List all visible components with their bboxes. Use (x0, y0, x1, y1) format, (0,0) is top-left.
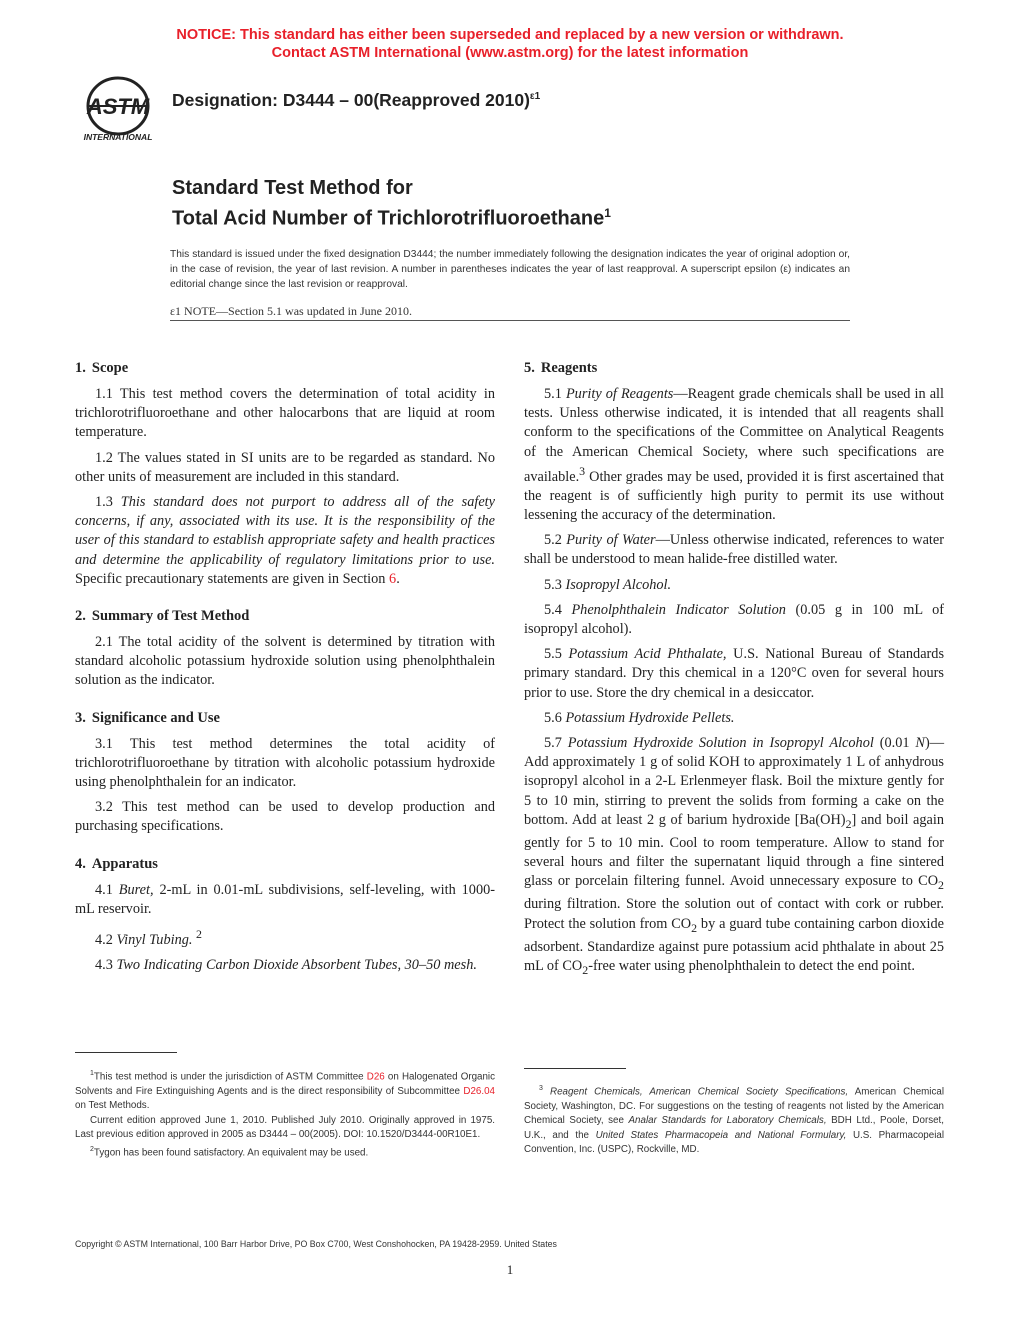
page-number: 1 (506, 1262, 514, 1277)
section-reagents (524, 358, 944, 980)
section-significance (75, 708, 495, 837)
preamble: This standard is issued under the fixed designation D3444; the number immediately following the designation indicates the year of original adoption or, in the case of revision, the year of last revision. A number in parentheses indicates the year of last reapproval. A superscript epsilon (ε) indicates an editorial change since the last revision or reapproval. (170, 249, 850, 290)
section-summary (75, 606, 495, 691)
title-sup: 1 (604, 206, 611, 220)
paragraph: 2.1 The total acidity of the solvent is determined by titration with standard alcoholic potassium hydroxide solution using phenolphthalein solution as the indicator. (75, 634, 495, 689)
notice-line-1: NOTICE: This standard has either been superseded and replaced by a new version or withdrawn. (176, 27, 844, 43)
footnote-divider-left (75, 1052, 177, 1053)
paragraph: 4.3 Two Indicating Carbon Dioxide Absorbent Tubes, 30–50 mesh. (95, 957, 477, 974)
designation-sup: ε1 (529, 91, 541, 103)
designation-text: Designation: D3444 – 00(Reapproved 2010) (172, 90, 530, 110)
footnote-2: $^2$Tygon has been found satisfactory. An equivalent may be used. (90, 1145, 369, 1159)
footnote-3: $^3$ Reagent Chemicals, American Chemical Society Specifications, American Chemical Society, Washington, DC. For suggestions on the testing of reagents not listed by the American Chemical Society, see Analar Standards for Laboratory Chemicals, BDH Ltd., Poole, Dorset, U.K., and the United States Pharmacopeia and National Formulary, U.S. Pharmacopeial Convention, Inc. (USPC), Rockville, MD. (524, 1085, 945, 1156)
paragraph: 5.4 Phenolphthalein Indicator Solution (0.05 g in 100 mL of isopropyl alcohol). (524, 601, 944, 637)
paragraph: 1.3 This standard does not purport to address all of the safety concerns, if any, associated with its use. It is the responsibility of the user of this standard to establish appropriate safety and health practices and determine the applicability of regulatory limitations prior to use. Specific precautionary statements are given in Section 6. (75, 494, 495, 587)
paragraph: 1.2 The values stated in SI units are to be regarded as standard. No other units of measurement are included in this standard. (75, 449, 495, 485)
committee-link[interactable]: D26 (366, 1071, 385, 1083)
copyright: Copyright © ASTM International, 100 Barr Harbor Drive, PO Box C700, West Conshohocken, PA 19428-2959. United States (75, 1239, 557, 1249)
right-column (524, 358, 944, 997)
divider (170, 320, 850, 321)
title-line-2: Total Acid Number of Trichlorotrifluoroethane (172, 207, 605, 230)
footnote-1-edition: Current edition approved June 1, 2010. Published July 2010. Originally approved in 1975. Last previous edition approved in 2005 as D3444 – 00(2005). DOI: 10.1520/D3444-00R10E1. (75, 1114, 495, 1141)
footnotes-right (524, 1082, 944, 1158)
paragraph: 3.1 This test method determines the total acidity of trichlorotrifluoroethane by titration with alcoholic potassium hydroxide using phenolphthalein for an indicator. (75, 735, 495, 791)
paragraph: 4.1 Buret, 2-mL in 0.01-mL subdivisions, self-leveling, with 1000-mL reservoir. (75, 881, 495, 917)
section-heading: 3. Significance and Use (75, 709, 220, 726)
paragraph: 5.7 Potassium Hydroxide Solution in Isopropyl Alcohol (0.01 N)—Add approximately 1 g of solid KOH to approximately 1 L of anhydrous isopropyl alcohol in a 2-L Erlenmeyer flask. Boil the mixture gently for 5 to 10 min, stirring to prevent the solids from forming a cake on the bottom. Add at least 2 g of barium hydroxide $[Ba(OH)_2]$ and boil again gently for 5 to 10 min. Cool to room temperature. Allow to stand for several hours and filter the supernatant liquid through a fine sintered glass or porcelain filtering funnel. Avoid unnecessary exposure to $CO_2$ during filtration. Store the solution out of contact with cork or rubber. Protect the solution from $CO_2$ by a guard tube containing carbon dioxide adsorbent. Standardize against pure potassium acid phthalate in about 25 mL of $CO_2$-free water using phenolphthalein to detect the end point. (524, 735, 944, 977)
left-column (75, 358, 495, 992)
section-heading: 2. Summary of Test Method (75, 608, 250, 625)
logo-text: ASTM (86, 94, 150, 119)
section-apparatus (75, 854, 495, 976)
section-heading: 4. Apparatus (75, 855, 158, 872)
paragraph: 5.2 Purity of Water—Unless otherwise indicated, references to water shall be understood to mean halide-free distilled water. (524, 532, 945, 568)
paragraph: 5.3 Isopropyl Alcohol. (544, 576, 672, 593)
section-heading: 5. Reagents (524, 360, 598, 376)
paragraph: 1.1 This test method covers the determination of total acidity in trichlorotrifluoroethane and other halocarbons that are liquid at room temperature. (75, 386, 495, 441)
subcommittee-link[interactable]: D26.04 (463, 1085, 495, 1097)
designation (172, 90, 540, 111)
footnotes-left (75, 1067, 495, 1161)
notice-line-2: Contact ASTM International (www.astm.org) for the latest information (271, 45, 749, 61)
paragraph: 5.5 Potassium Acid Phthalate, U.S. National Bureau of Standards primary standard. Dry this chemical in a 120°C oven for several hours prior to use. Store the dry chemical in a desiccator. (524, 646, 945, 701)
title-line-1: Standard Test Method for (172, 177, 413, 199)
paragraph: 3.2 This test method can be used to develop production and purchasing specifications. (75, 799, 495, 835)
footnote-divider-right (524, 1068, 626, 1069)
paragraph: 4.2 Vinyl Tubing. $^2$ (95, 927, 202, 948)
section-heading: 1. Scope (75, 360, 129, 376)
footnote-1: $^1$This test method is under the jurisdiction of ASTM Committee D26 on Halogenated Organic Solvents and Fire Extinguishing Agents and is the direct responsibility of Subcommittee D26.04 on Test Methods. (75, 1070, 496, 1112)
paragraph: 5.6 Potassium Hydroxide Pellets. (544, 709, 735, 726)
section-link[interactable]: 6 (389, 570, 397, 587)
logo-subtext: INTERNATIONAL (83, 132, 153, 142)
page-title (172, 176, 611, 232)
section-scope (75, 358, 495, 589)
paragraph: 5.1 Purity of Reagents—Reagent grade chemicals shall be used in all tests. Unless otherwise indicated, it is intended that all reagents shall conform to the specifications of the Committee on Analytical Reagents of the American Chemical Society, where such specifications are available.$^3$ Other grades may be used, provided it is first ascertained that the reagent is of sufficiently high purity to permit its use without lessening the accuracy of the determination. (524, 386, 944, 523)
editorial-note: ε1 NOTE—Section 5.1 was updated in June 2010. (170, 304, 413, 318)
astm-logo (74, 74, 164, 144)
notice-banner (0, 26, 1020, 62)
